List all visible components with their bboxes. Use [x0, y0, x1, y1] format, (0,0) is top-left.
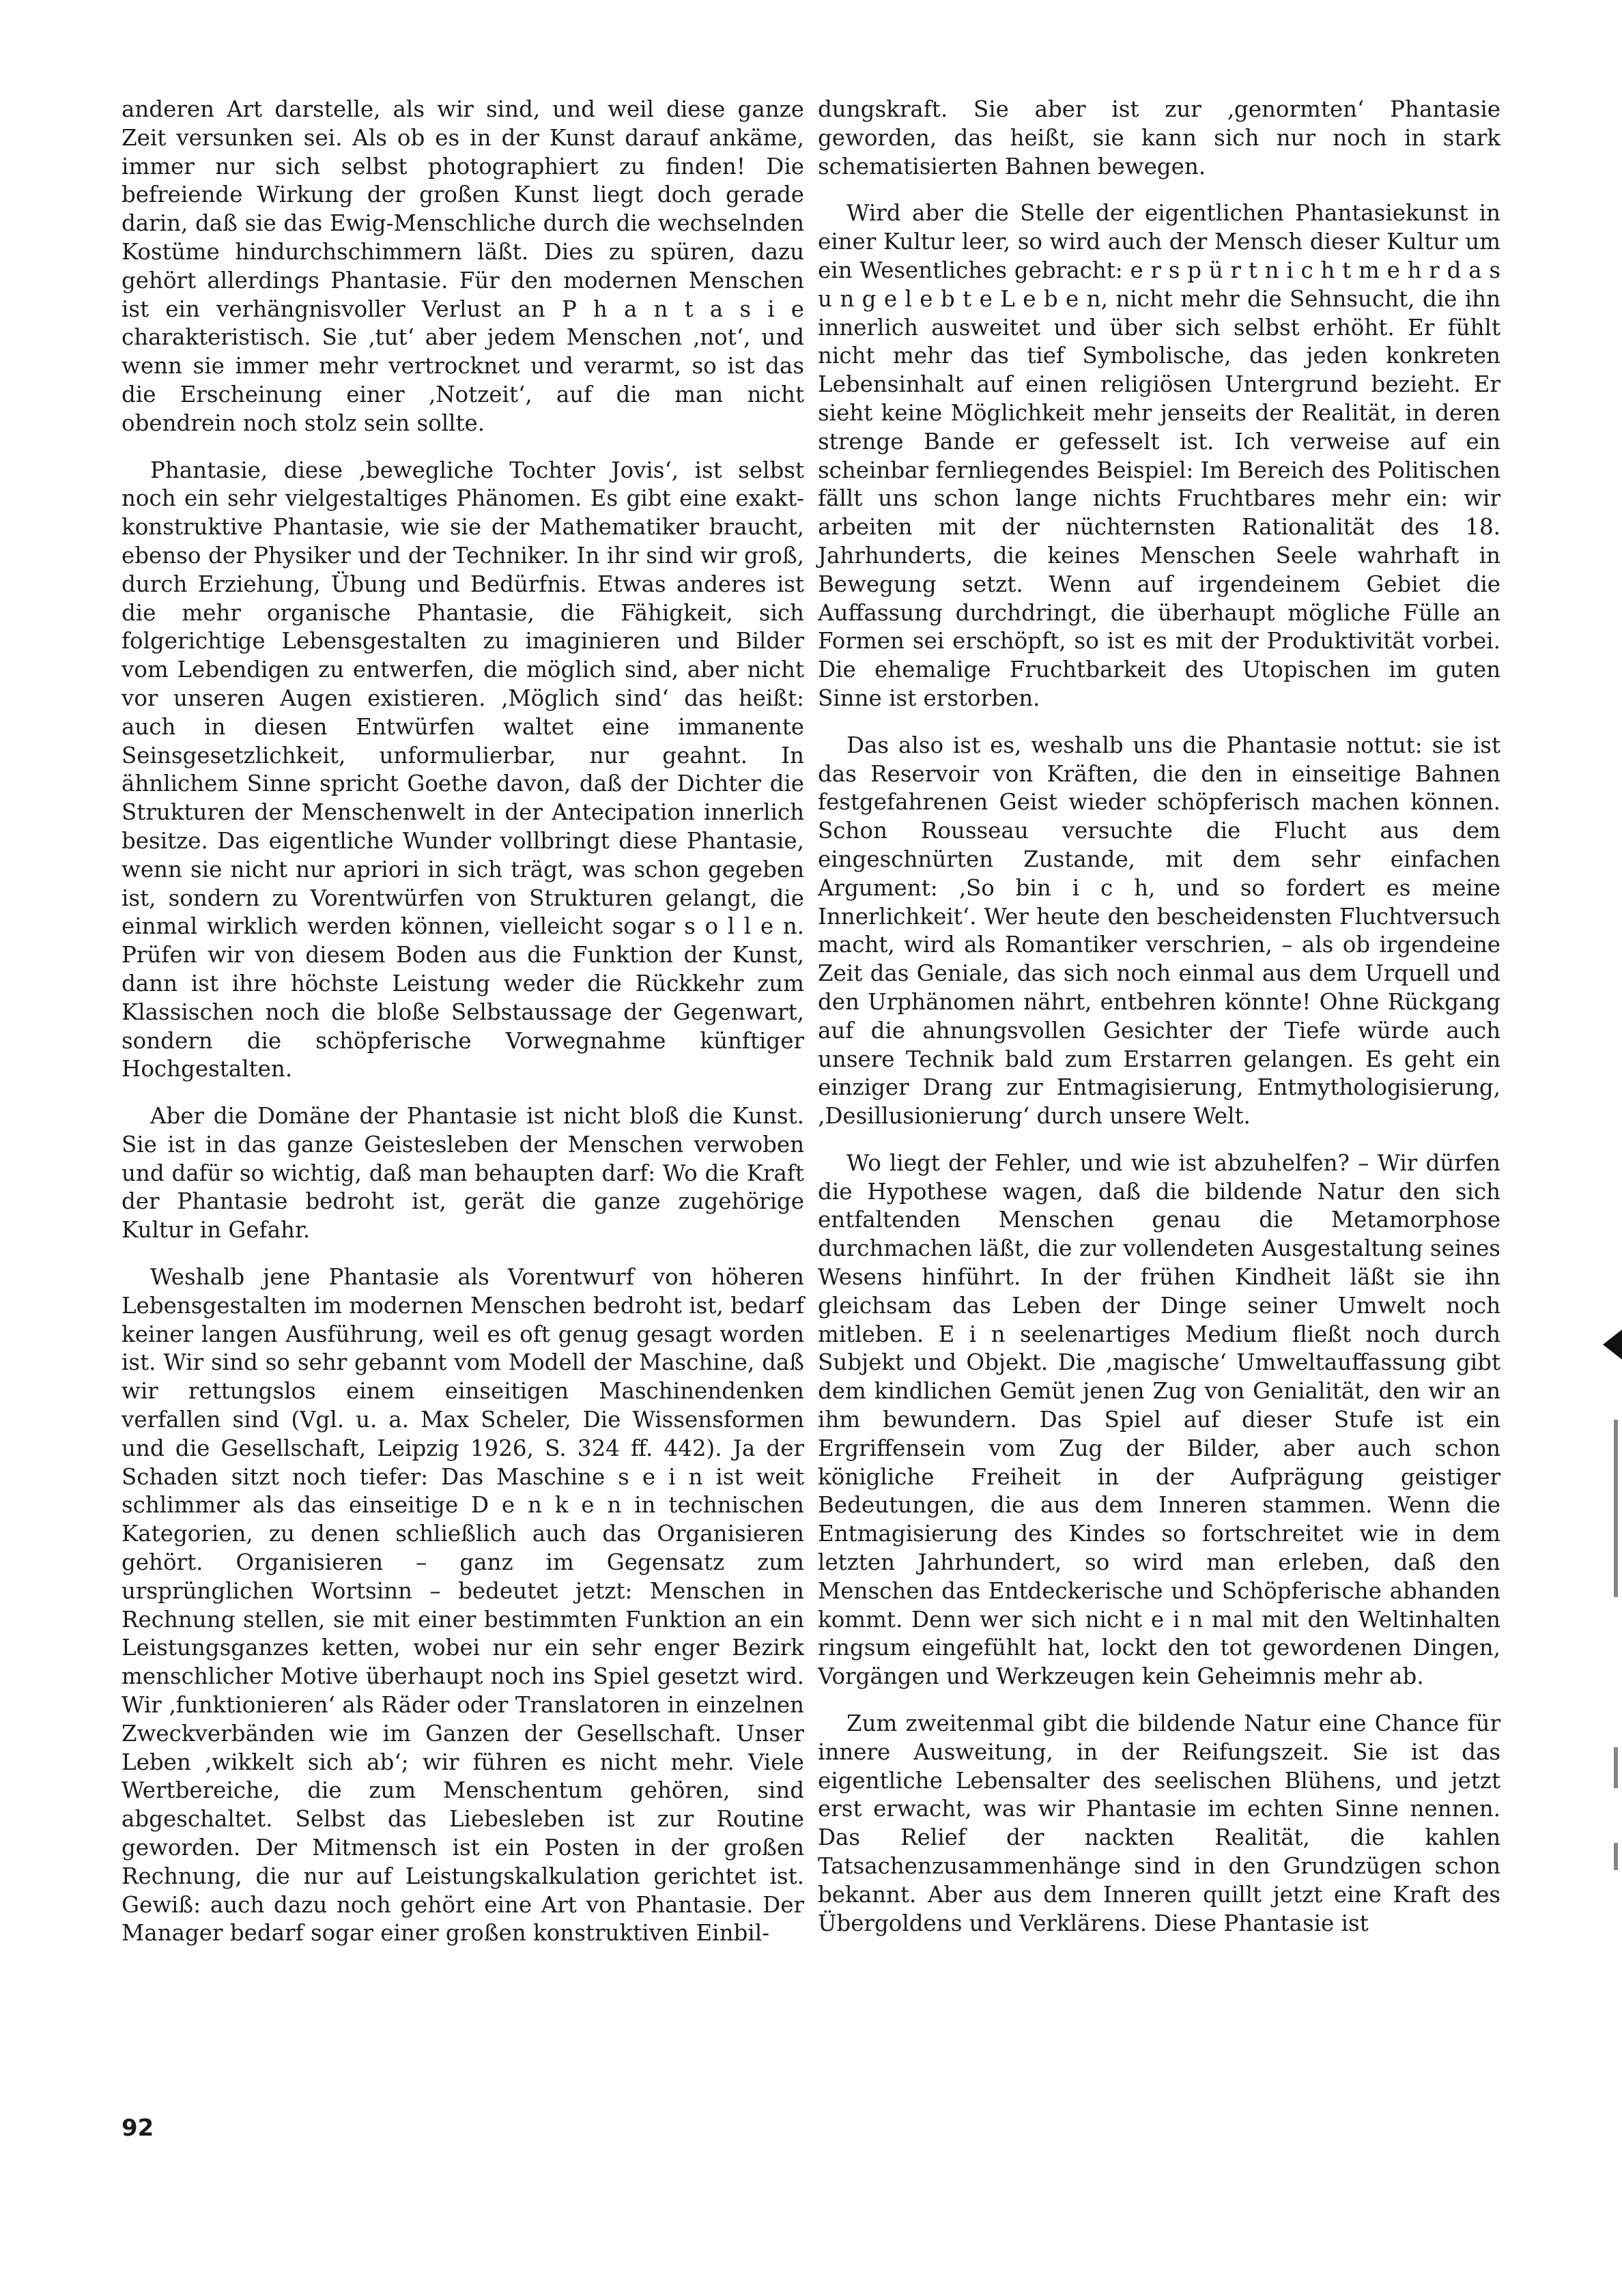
scan-edge-smudge — [1614, 1843, 1618, 1870]
paragraph: Wird aber die Stelle der eigentlichen Phantasiekunst in einer Kultur leer, so wird auch der Mensch dieser Kultur um ein Wesentliches gebracht: e r s p ü r t n i c h t m e h r d a s u n g e l e b t e L e b e n, nicht mehr die Sehnsucht, die ihn innerlich ausweitet und über sich selbst erhöht. Er fühlt nicht mehr das tief Symbolische, das jeden konkreten Lebensinhalt auf einen religiösen Untergrund bezieht. Er sieht keine Möglichkeit mehr jenseits der Realität, in deren strenge Bande er gefesselt ist. Ich verweise auf ein scheinbar fernliegendes Beispiel: Im Bereich des Politischen fällt uns schon lange nichts Fruchtbares mehr ein: wir arbeiten mit der nüchternsten Rationalität des 18. Jahrhunderts, die keines Menschen Seele wahrhaft in Bewegung setzt. Wenn auf irgendeinem Gebiet die Auffassung durchdringt, die überhaupt mögliche Fülle an Formen sei erschöpft, so ist es mit der Produktivität vorbei. Die ehemalige Fruchtbarkeit des Utopischen im guten Sinne ist erstorben. — [818, 200, 1500, 711]
page-number: 92 — [122, 2114, 154, 2142]
paragraph: Zum zweitenmal gibt die bildende Natur eine Chance für innere Ausweitung, in der Reifungszeit. Sie ist das eigentliche Lebensalter des seelischen Blühens, und jetzt erst erwacht, was wir Phantasie im echten Sinne nennen. Das Relief der nackten Realität, die kahlen Tatsachenzusammenhänge sind in den Grundzügen schon bekannt. Aber aus dem Inneren quillt jetzt eine Kraft des Übergoldens und Verklärens. Diese Phantasie ist — [818, 1710, 1500, 1936]
paragraph: Phantasie, diese ‚bewegliche Tochter Jovis‘, ist selbst noch ein sehr vielgestaltiges Phänomen. Es gibt eine exakt-konstruktive Phantasie, wie sie der Mathematiker braucht, ebenso der Physiker und der Techniker. In ihr sind wir groß, durch Erziehung, Übung und Bedürfnis. Etwas anderes ist die mehr organische Phantasie, die Fähigkeit, sich folgerichtige Lebensgestalten zu imaginieren und Bilder vom Lebendigen zu entwerfen, die möglich sind, aber nicht vor unseren Augen existieren. ‚Möglich sind‘ das heißt: auch in diesen Entwürfen waltet eine immanente Seinsgesetzlichkeit, unformulierbar, nur geahnt. In ähnlichem Sinne spricht Goethe davon, daß der Dichter die Strukturen der Menschenwelt in der Antecipation innerlich besitze. Das eigentliche Wunder vollbringt diese Phantasie, wenn sie nicht nur apriori in sich trägt, was schon gegeben ist, sondern zu Vorentwürfen von Strukturen gelangt, die einmal wirklich werden können, vielleicht sogar s o l l e n. Prüfen wir von diesem Boden aus die Funktion der Kunst, dann ist ihre höchste Leistung weder die Rückkehr zum Klassischen noch die bloße Selbstaussage der Gegenwart, sondern die schöpferische Vorwegnahme künftiger Hochgestalten. — [122, 457, 804, 1082]
paragraph: Das also ist es, weshalb uns die Phantasie nottut: sie ist das Reservoir von Kräften, die den in einseitige Bahnen festgefahrenen Geist wieder schöpferisch machen können. Schon Rousseau versuchte die Flucht aus dem eingeschnürten Zustande, mit dem sehr einfachen Argument: ‚So bin i c h, und so fordert es meine Innerlichkeit‘. Wer heute den bescheidensten Fluchtversuch macht, wird als Romantiker verschrien, – als ob irgendeine Zeit das Geniale, das sich noch einmal aus dem Urquell und den Urphänomen nährt, entbehren könnte! Ohne Rückgang auf die ahnungsvollen Gesichter der Tiefe würde auch unsere Technik bald zum Erstarren gelangen. Es geht ein einziger Drang zur Entmagisierung, Entmythologisierung, ‚Desillusionierung‘ durch unsere Welt. — [818, 732, 1500, 1130]
paragraph: dungskraft. Sie aber ist zur ‚genormten‘ Phantasie geworden, das heißt, sie kann sich nur noch in stark schematisierten Bahnen bewegen. — [818, 96, 1500, 180]
paragraph: Aber die Domäne der Phantasie ist nicht bloß die Kunst. Sie ist in das ganze Geistesleben der Menschen verwoben und dafür so wichtig, daß man behaupten darf: Wo die Kraft der Phantasie bedroht ist, gerät die ganze zugehörige Kultur in Gefahr. — [122, 1103, 804, 1244]
paragraph: Wo liegt der Fehler, und wie ist abzuhelfen? – Wir dürfen die Hypothese wagen, daß die bildende Natur den sich entfaltenden Menschen genau die Metamorphose durchmachen läßt, die zur vollendeten Ausgestaltung seines Wesens hinführt. In der frühen Kindheit läßt sie ihn gleichsam das Leben der Dinge seiner Umwelt noch mitleben. E i n seelenartiges Medium fließt noch durch Subjekt und Objekt. Die ‚magische‘ Umweltauffassung gibt dem kindlichen Gemüt jenen Zug von Genialität, den wir an ihm bewundern. Das Spiel auf dieser Stufe ist ein Ergriffensein vom Zug der Bilder, aber auch schon königliche Freiheit in der Aufprägung geistiger Bedeutungen, die aus dem Inneren stammen. Wenn die Entmagisierung des Kindes so fortschreitet wie in dem letzten Jahrhundert, so wird man erleben, daß den Menschen das Entdeckerische und Schöpferische abhanden kommt. Denn wer sich nicht e i n mal mit den Weltinhalten ringsum eingefühlt hat, lockt den tot gewordenen Dingen, Vorgängen und Werkzeugen kein Geheimnis mehr ab. — [818, 1149, 1500, 1690]
left-text-column — [122, 96, 804, 1966]
paragraph: Weshalb jene Phantasie als Vorentwurf von höheren Lebensgestalten im modernen Menschen bedroht ist, bedarf keiner langen Ausführung, weil es oft genug gesagt worden ist. Wir sind so sehr gebannt vom Modell der Maschine, daß wir rettungslos einem einseitigen Maschinendenken verfallen sind (Vgl. u. a. Max Scheler, Die Wissensformen und die Gesellschaft, Leipzig 1926, S. 324 ff. 442). Ja der Schaden sitzt noch tiefer: Das Maschine s e i n ist weit schlimmer als das einseitige D e n k e n in technischen Kategorien, zu denen schließlich auch das Organisieren gehört. Organisieren – ganz im Gegensatz zum ursprünglichen Wortsinn – bedeutet jetzt: Menschen in Rechnung stellen, sie mit einer bestimmten Funktion an ein Leistungsganzes ketten, wobei nur ein sehr enger Bezirk menschlicher Motive überhaupt noch ins Spiel gesetzt wird. Wir ‚funktionieren‘ als Räder oder Translatoren in einzelnen Zweckverbänden wie im Ganzen der Gesellschaft. Unser Leben ‚wikkelt sich ab‘; wir führen es nicht mehr. Viele Wertbereiche, die zum Menschentum gehören, sind abgeschaltet. Selbst das Liebesleben ist zur Routine geworden. Der Mitmensch ist ein Posten in der großen Rechnung, die nur auf Leistungskalkulation gerichtet ist. Gewiß: auch dazu noch gehört eine Art von Phantasie. Der Manager bedarf sogar einer großen konstruktiven Einbil- — [122, 1264, 804, 1947]
scan-edge-smudge — [1614, 1420, 1618, 1597]
scan-edge-mark — [1603, 1330, 1622, 1360]
paragraph: anderen Art darstelle, als wir sind, und weil diese ganze Zeit versunken sei. Als ob es in der Kunst darauf ankäme, immer nur sich selbst photographiert zu finden! Die befreiende Wirkung der großen Kunst liegt doch gerade darin, daß sie das Ewig-Menschliche durch die wechselnden Kostüme hindurchschimmern läßt. Dies zu spüren, dazu gehört allerdings Phantasie. Für den modernen Menschen ist ein verhängnisvoller Verlust an P h a n t a s i e charakteristisch. Sie ‚tut‘ aber jedem Menschen ‚not‘, und wenn sie immer mehr vertrocknet und verarmt, so ist das die Erscheinung einer ‚Notzeit‘, auf die man nicht obendrein noch stolz sein sollte. — [122, 96, 804, 436]
right-text-column — [818, 96, 1500, 1956]
scan-edge-smudge — [1614, 1747, 1618, 1788]
